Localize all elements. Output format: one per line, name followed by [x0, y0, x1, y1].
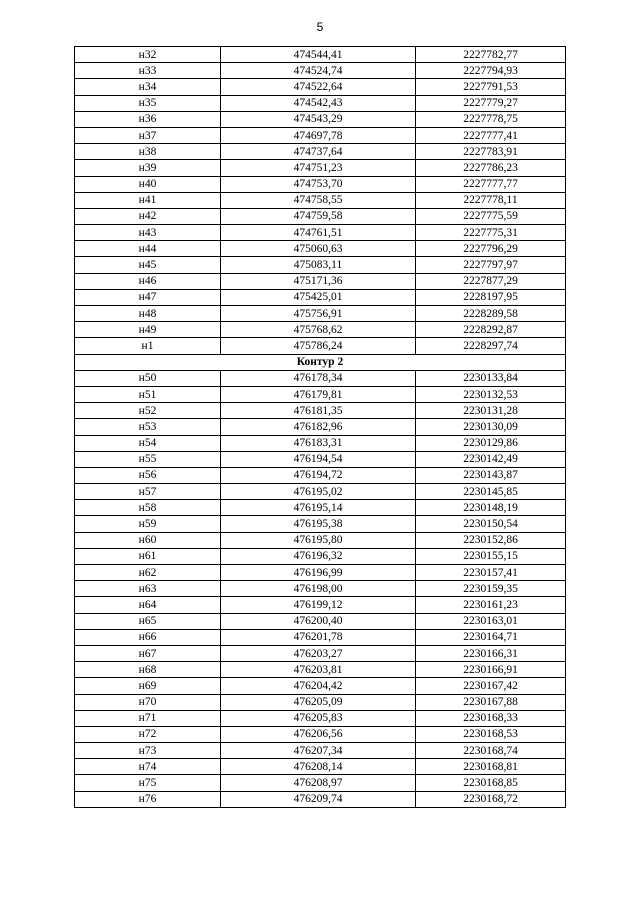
point-id-cell: н67	[75, 645, 221, 661]
point-id-cell: н69	[75, 678, 221, 694]
point-id-cell: н61	[75, 548, 221, 564]
point-id-cell: н62	[75, 565, 221, 581]
y-coordinate-cell: 2230161,23	[416, 597, 566, 613]
x-coordinate-cell: 476195,80	[221, 532, 416, 548]
table-row	[75, 694, 566, 710]
y-coordinate-cell: 2230168,72	[416, 791, 566, 807]
table-row	[75, 144, 566, 160]
y-coordinate-cell: 2228197,95	[416, 289, 566, 305]
table-row	[75, 597, 566, 613]
y-coordinate-cell: 2230164,71	[416, 629, 566, 645]
point-id-cell: н70	[75, 694, 221, 710]
point-id-cell: н50	[75, 370, 221, 386]
point-id-cell: н37	[75, 127, 221, 143]
table-row	[75, 241, 566, 257]
x-coordinate-cell: 476203,81	[221, 662, 416, 678]
x-coordinate-cell: 476203,27	[221, 645, 416, 661]
x-coordinate-cell: 476195,02	[221, 484, 416, 500]
point-id-cell: н35	[75, 95, 221, 111]
point-id-cell: н66	[75, 629, 221, 645]
y-coordinate-cell: 2227797,97	[416, 257, 566, 273]
table-row	[75, 791, 566, 807]
y-coordinate-cell: 2230167,88	[416, 694, 566, 710]
point-id-cell: н76	[75, 791, 221, 807]
table-row	[75, 678, 566, 694]
page-number: 5	[316, 20, 324, 34]
table-row	[75, 662, 566, 678]
y-coordinate-cell: 2227777,41	[416, 127, 566, 143]
x-coordinate-cell: 476194,72	[221, 467, 416, 483]
y-coordinate-cell: 2227779,27	[416, 95, 566, 111]
table-row	[75, 613, 566, 629]
y-coordinate-cell: 2227778,11	[416, 192, 566, 208]
point-id-cell: н56	[75, 467, 221, 483]
table-row	[75, 726, 566, 742]
table-row	[75, 759, 566, 775]
y-coordinate-cell: 2230159,35	[416, 581, 566, 597]
x-coordinate-cell: 476201,78	[221, 629, 416, 645]
point-id-cell: н48	[75, 306, 221, 322]
point-id-cell: н74	[75, 759, 221, 775]
table-row	[75, 500, 566, 516]
y-coordinate-cell: 2227778,75	[416, 111, 566, 127]
table-row	[75, 403, 566, 419]
contour-1-rows	[75, 47, 566, 355]
x-coordinate-cell: 476179,81	[221, 386, 416, 402]
table-row	[75, 645, 566, 661]
x-coordinate-cell: 475786,24	[221, 338, 416, 354]
point-id-cell: н44	[75, 241, 221, 257]
coordinates-table	[74, 46, 566, 808]
x-coordinate-cell: 474543,29	[221, 111, 416, 127]
point-id-cell: н39	[75, 160, 221, 176]
y-coordinate-cell: 2227786,23	[416, 160, 566, 176]
x-coordinate-cell: 476178,34	[221, 370, 416, 386]
point-id-cell: н64	[75, 597, 221, 613]
point-id-cell: н33	[75, 63, 221, 79]
x-coordinate-cell: 474751,23	[221, 160, 416, 176]
x-coordinate-cell: 474758,55	[221, 192, 416, 208]
y-coordinate-cell: 2230168,53	[416, 726, 566, 742]
y-coordinate-cell: 2230163,01	[416, 613, 566, 629]
x-coordinate-cell: 474697,78	[221, 127, 416, 143]
table-row	[75, 257, 566, 273]
table-row	[75, 532, 566, 548]
y-coordinate-cell: 2230168,33	[416, 710, 566, 726]
table-row	[75, 581, 566, 597]
contour-2-section	[75, 354, 566, 370]
point-id-cell: н55	[75, 451, 221, 467]
point-id-cell: н46	[75, 273, 221, 289]
x-coordinate-cell: 476208,97	[221, 775, 416, 791]
point-id-cell: н47	[75, 289, 221, 305]
table-row	[75, 467, 566, 483]
table-row	[75, 629, 566, 645]
point-id-cell: н36	[75, 111, 221, 127]
y-coordinate-cell: 2227791,53	[416, 79, 566, 95]
table-row	[75, 338, 566, 354]
table-row	[75, 192, 566, 208]
y-coordinate-cell: 2230133,84	[416, 370, 566, 386]
x-coordinate-cell: 476200,40	[221, 613, 416, 629]
point-id-cell: н63	[75, 581, 221, 597]
y-coordinate-cell: 2230148,19	[416, 500, 566, 516]
x-coordinate-cell: 476195,14	[221, 500, 416, 516]
table-row	[75, 743, 566, 759]
y-coordinate-cell: 2230166,31	[416, 645, 566, 661]
x-coordinate-cell: 476198,00	[221, 581, 416, 597]
point-id-cell: н40	[75, 176, 221, 192]
y-coordinate-cell: 2227782,77	[416, 47, 566, 63]
table-row	[75, 548, 566, 564]
x-coordinate-cell: 476183,31	[221, 435, 416, 451]
y-coordinate-cell: 2230131,28	[416, 403, 566, 419]
x-coordinate-cell: 474544,41	[221, 47, 416, 63]
y-coordinate-cell: 2230145,85	[416, 484, 566, 500]
x-coordinate-cell: 476181,35	[221, 403, 416, 419]
table-row	[75, 775, 566, 791]
y-coordinate-cell: 2227775,31	[416, 225, 566, 241]
table-row	[75, 370, 566, 386]
y-coordinate-cell: 2230142,49	[416, 451, 566, 467]
point-id-cell: н1	[75, 338, 221, 354]
point-id-cell: н75	[75, 775, 221, 791]
point-id-cell: н60	[75, 532, 221, 548]
y-coordinate-cell: 2230168,74	[416, 743, 566, 759]
x-coordinate-cell: 475171,36	[221, 273, 416, 289]
table-row	[75, 386, 566, 402]
x-coordinate-cell: 476195,38	[221, 516, 416, 532]
y-coordinate-cell: 2228297,74	[416, 338, 566, 354]
table-row	[75, 127, 566, 143]
x-coordinate-cell: 476206,56	[221, 726, 416, 742]
x-coordinate-cell: 474761,51	[221, 225, 416, 241]
y-coordinate-cell: 2230168,81	[416, 759, 566, 775]
x-coordinate-cell: 476209,74	[221, 791, 416, 807]
y-coordinate-cell: 2230155,15	[416, 548, 566, 564]
table-row	[75, 516, 566, 532]
x-coordinate-cell: 476196,99	[221, 565, 416, 581]
y-coordinate-cell: 2230150,54	[416, 516, 566, 532]
x-coordinate-cell: 475425,01	[221, 289, 416, 305]
point-id-cell: н72	[75, 726, 221, 742]
y-coordinate-cell: 2227777,77	[416, 176, 566, 192]
table-row	[75, 273, 566, 289]
point-id-cell: н43	[75, 225, 221, 241]
table-row	[75, 451, 566, 467]
point-id-cell: н73	[75, 743, 221, 759]
x-coordinate-cell: 475768,62	[221, 322, 416, 338]
y-coordinate-cell: 2230157,41	[416, 565, 566, 581]
y-coordinate-cell: 2227877,29	[416, 273, 566, 289]
table-row	[75, 208, 566, 224]
point-id-cell: н57	[75, 484, 221, 500]
y-coordinate-cell: 2227794,93	[416, 63, 566, 79]
table-row	[75, 111, 566, 127]
x-coordinate-cell: 474542,43	[221, 95, 416, 111]
y-coordinate-cell: 2227783,91	[416, 144, 566, 160]
point-id-cell: н52	[75, 403, 221, 419]
y-coordinate-cell: 2230168,85	[416, 775, 566, 791]
y-coordinate-cell: 2228289,58	[416, 306, 566, 322]
table-row	[75, 176, 566, 192]
x-coordinate-cell: 474524,74	[221, 63, 416, 79]
y-coordinate-cell: 2228292,87	[416, 322, 566, 338]
table-row	[75, 435, 566, 451]
table-row	[75, 95, 566, 111]
x-coordinate-cell: 476182,96	[221, 419, 416, 435]
point-id-cell: н58	[75, 500, 221, 516]
y-coordinate-cell: 2230152,86	[416, 532, 566, 548]
x-coordinate-cell: 474753,70	[221, 176, 416, 192]
contour-2-title: Контур 2	[75, 354, 566, 370]
x-coordinate-cell: 474522,64	[221, 79, 416, 95]
point-id-cell: н54	[75, 435, 221, 451]
point-id-cell: н68	[75, 662, 221, 678]
x-coordinate-cell: 474737,64	[221, 144, 416, 160]
y-coordinate-cell: 2230166,91	[416, 662, 566, 678]
y-coordinate-cell: 2230130,09	[416, 419, 566, 435]
x-coordinate-cell: 476205,09	[221, 694, 416, 710]
table-row	[75, 419, 566, 435]
y-coordinate-cell: 2230132,53	[416, 386, 566, 402]
x-coordinate-cell: 475756,91	[221, 306, 416, 322]
x-coordinate-cell: 476204,42	[221, 678, 416, 694]
y-coordinate-cell: 2230129,86	[416, 435, 566, 451]
table-row	[75, 322, 566, 338]
point-id-cell: н32	[75, 47, 221, 63]
contour-2-rows	[75, 370, 566, 807]
table-row	[75, 63, 566, 79]
table-row	[75, 565, 566, 581]
point-id-cell: н65	[75, 613, 221, 629]
y-coordinate-cell: 2230143,87	[416, 467, 566, 483]
table-row	[75, 289, 566, 305]
x-coordinate-cell: 475083,11	[221, 257, 416, 273]
point-id-cell: н51	[75, 386, 221, 402]
point-id-cell: н49	[75, 322, 221, 338]
point-id-cell: н53	[75, 419, 221, 435]
x-coordinate-cell: 476205,83	[221, 710, 416, 726]
table-row	[75, 484, 566, 500]
x-coordinate-cell: 476196,32	[221, 548, 416, 564]
table-row	[75, 79, 566, 95]
x-coordinate-cell: 476199,12	[221, 597, 416, 613]
x-coordinate-cell: 476207,34	[221, 743, 416, 759]
x-coordinate-cell: 476208,14	[221, 759, 416, 775]
x-coordinate-cell: 475060,63	[221, 241, 416, 257]
point-id-cell: н59	[75, 516, 221, 532]
point-id-cell: н34	[75, 79, 221, 95]
contour-2-header-row	[75, 354, 566, 370]
table-row	[75, 306, 566, 322]
table-row	[75, 710, 566, 726]
point-id-cell: н45	[75, 257, 221, 273]
table-row	[75, 47, 566, 63]
y-coordinate-cell: 2230167,42	[416, 678, 566, 694]
point-id-cell: н42	[75, 208, 221, 224]
x-coordinate-cell: 474759,58	[221, 208, 416, 224]
table-row	[75, 160, 566, 176]
y-coordinate-cell: 2227796,29	[416, 241, 566, 257]
x-coordinate-cell: 476194,54	[221, 451, 416, 467]
y-coordinate-cell: 2227775,59	[416, 208, 566, 224]
point-id-cell: н71	[75, 710, 221, 726]
point-id-cell: н41	[75, 192, 221, 208]
point-id-cell: н38	[75, 144, 221, 160]
table-row	[75, 225, 566, 241]
